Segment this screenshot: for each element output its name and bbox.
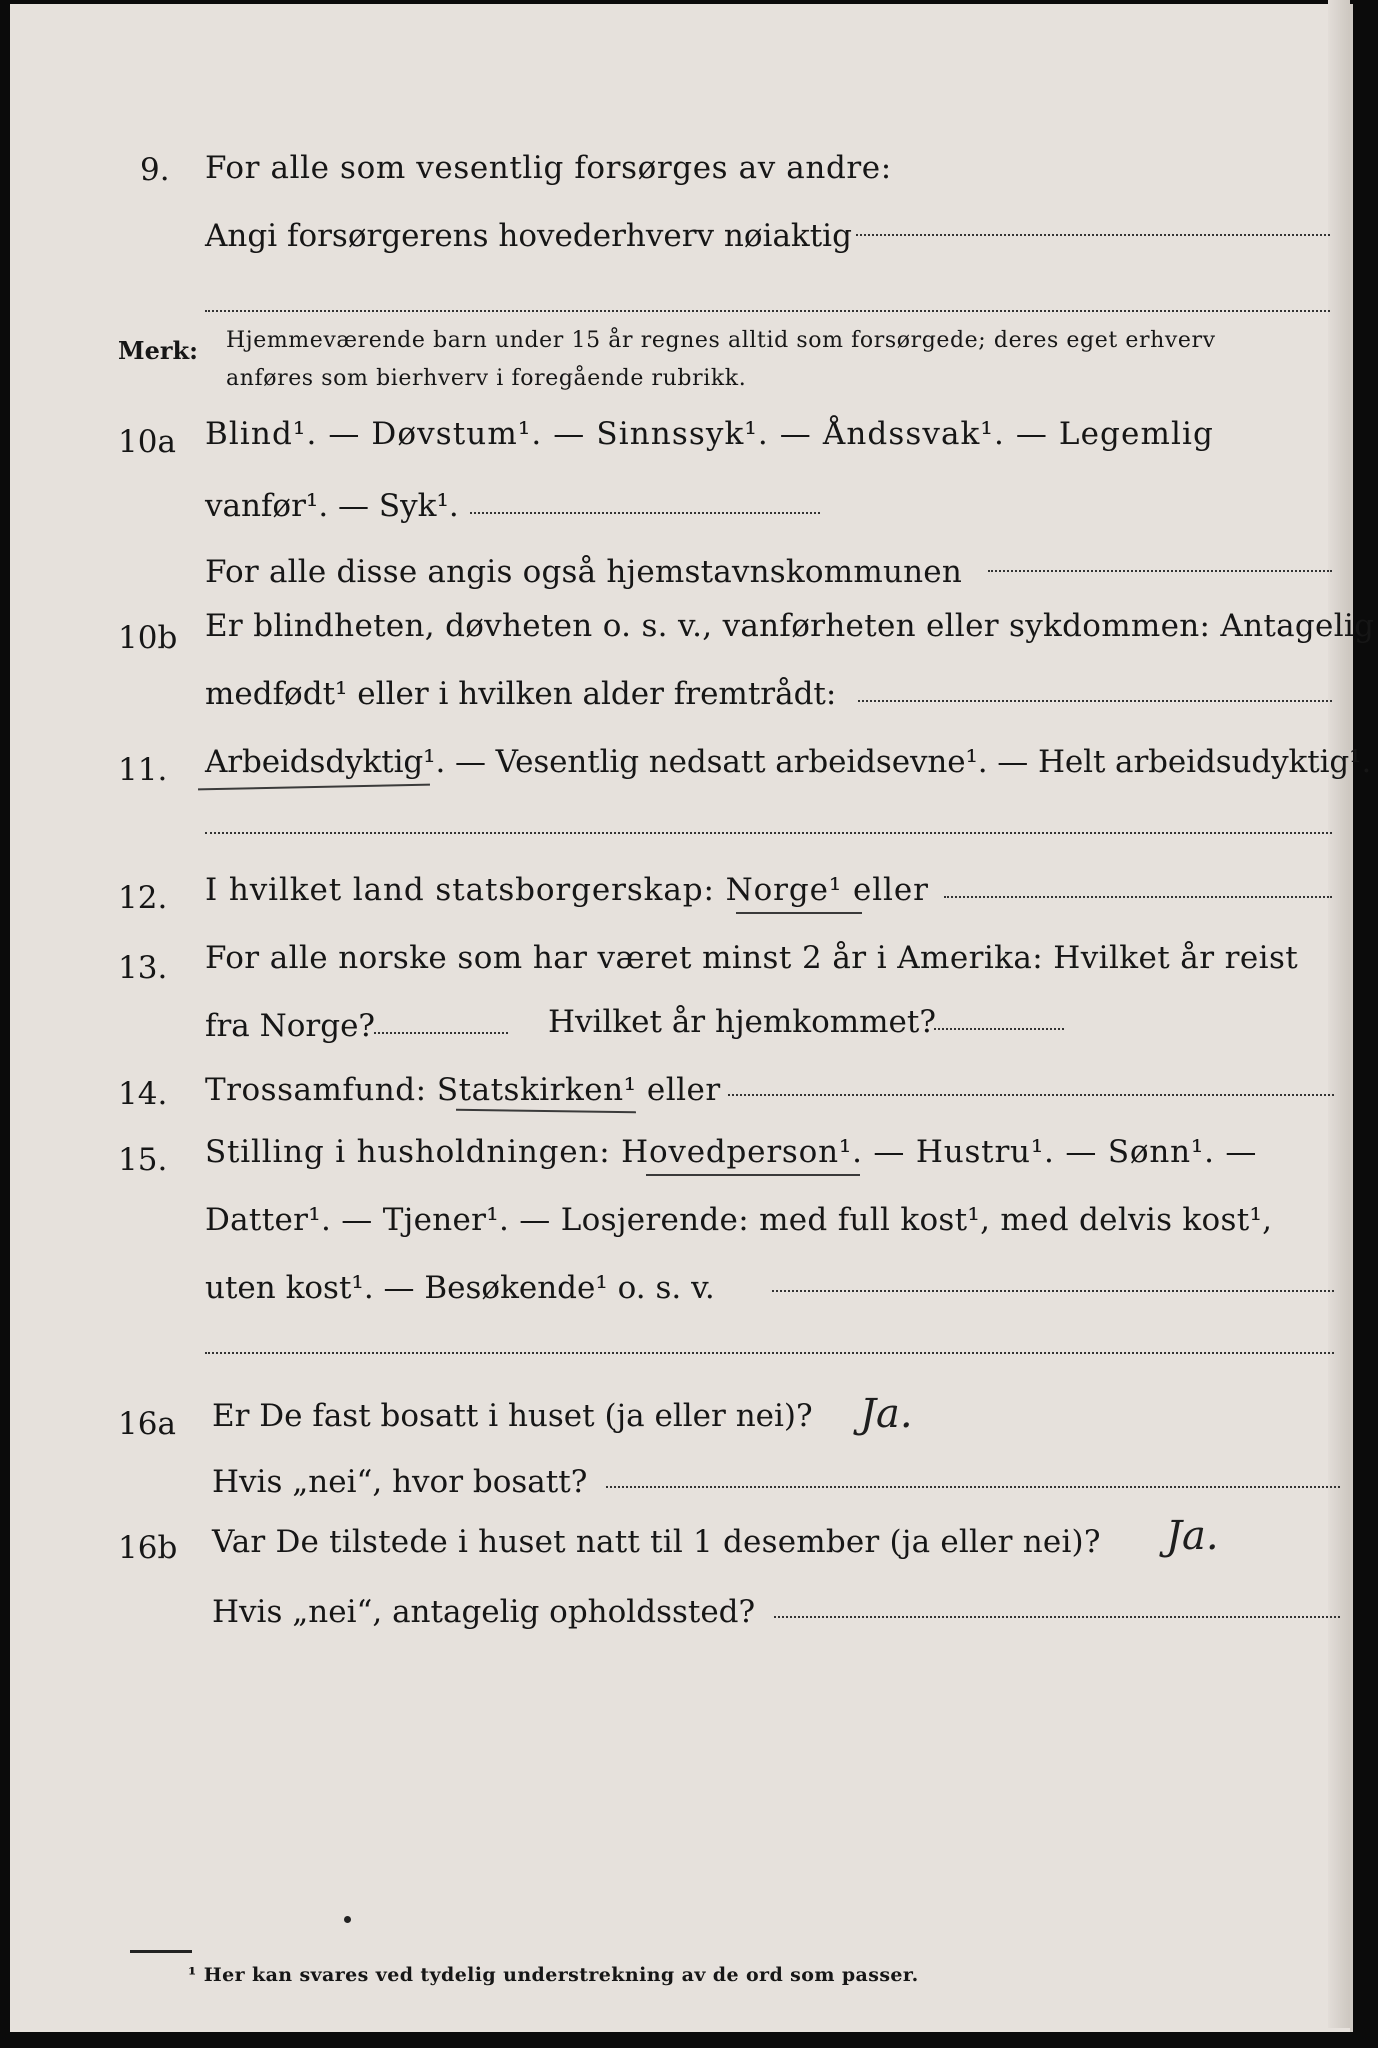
q10b-number: 10b: [118, 620, 178, 656]
q11-underlined-answer: Arbeidsdyktig¹.: [205, 744, 446, 780]
q13-line2a: fra Norge?: [205, 1008, 376, 1044]
q10a-number: 10a: [118, 424, 176, 460]
q9-line1: For alle som vesentlig forsørges av andre:: [205, 150, 892, 186]
q14-underlined-answer: Statskirken¹: [436, 1072, 637, 1108]
q15-line3: uten kost¹. — Besøkende¹ o. s. v.: [205, 1270, 715, 1306]
q15-line1: [205, 1134, 1257, 1170]
q15-answer-line: [772, 1290, 1334, 1292]
q11-line1: [205, 744, 1371, 780]
q16b-line1: Var De tilstede i huset natt til 1 desember (ja eller nei)?: [212, 1524, 1101, 1560]
q16b-answer-line: [774, 1616, 1340, 1618]
merk-label: Merk:: [118, 336, 198, 365]
q12-underlined-answer: Norge¹: [725, 872, 843, 908]
q12-underline-mark: [736, 912, 862, 914]
q16a-number: 16a: [118, 1406, 176, 1442]
q10b-answer-line: [858, 700, 1332, 702]
q14-line: [205, 1072, 721, 1108]
q15-line2: Datter¹. — Tjener¹. — Losjerende: med full kost¹, med delvis kost¹,: [205, 1202, 1273, 1238]
q14-number: 14.: [118, 1076, 168, 1112]
q16b-handwritten-answer: Ja.: [1166, 1513, 1219, 1559]
q15-suffix: — Hustru¹. — Sønn¹. —: [862, 1134, 1258, 1170]
q12-number: 12.: [118, 880, 168, 916]
q12-answer-line: [944, 896, 1332, 898]
q12-prefix: I hvilket land statsborgerskap:: [205, 872, 726, 908]
q16b-number: 16b: [118, 1530, 178, 1566]
q13-reist-answer-line: [374, 1032, 508, 1034]
q14-suffix: eller: [636, 1072, 721, 1108]
q9-answer-line-2: [205, 310, 1330, 312]
q13-hjemkommet-answer-line: [934, 1028, 1064, 1030]
q14-prefix: Trossamfund:: [205, 1072, 437, 1108]
q14-answer-line: [728, 1094, 1334, 1096]
q16a-answer-line: [606, 1486, 1340, 1488]
q11-answer-line: [205, 832, 1332, 834]
q12-line: [205, 872, 929, 908]
q13-line1: For alle norske som har været minst 2 år i Amerika: Hvilket år reist: [205, 940, 1299, 976]
q11-number: 11.: [118, 752, 168, 788]
q9-answer-line: [856, 234, 1330, 236]
q15-number: 15.: [118, 1142, 168, 1178]
q13-line2b: Hvilket år hjemkommet?: [548, 1004, 936, 1040]
q16a-handwritten-answer: Ja.: [860, 1391, 913, 1437]
q10b-line2: medfødt¹ eller i hvilken alder fremtrådt:: [205, 676, 837, 712]
q16a-line2: Hvis „nei“, hvor bosatt?: [212, 1464, 588, 1500]
q9-line2: Angi forsørgerens hovederhverv nøiaktig: [205, 218, 852, 254]
q10b-line1: Er blindheten, døvheten o. s. v., vanførheten eller sykdommen: Antagelig: [205, 608, 1375, 644]
q13-number: 13.: [118, 950, 168, 986]
q12-suffix: eller: [842, 872, 929, 908]
q9-number: 9.: [140, 152, 170, 188]
footnote-rule: [130, 1950, 192, 1953]
merk-line2: anføres som bierhverv i foregående rubrikk.: [226, 366, 747, 391]
stray-ink-dot: [344, 1916, 351, 1923]
q15-answer-line-2: [205, 1352, 1334, 1354]
q11-rest: — Vesentlig nedsatt arbeidsevne¹. — Helt arbeidsudyktig¹.: [445, 744, 1372, 780]
q10a-line2: vanfør¹. — Syk¹.: [205, 488, 459, 524]
q16a-line1: Er De fast bosatt i huset (ja eller nei)?: [212, 1398, 813, 1434]
q15-underlined-answer: Hovedperson¹.: [621, 1134, 863, 1170]
q15-prefix: Stilling i husholdningen:: [205, 1134, 622, 1170]
q16b-line2: Hvis „nei“, antagelig opholdssted?: [212, 1594, 756, 1630]
page-fold: [1328, 0, 1350, 2028]
q15-underline-mark: [646, 1174, 860, 1176]
q10a-line3: For alle disse angis også hjemstavnskommunen: [205, 554, 962, 590]
footnote: ¹ Her kan svares ved tydelig understrekning av de ord som passer.: [188, 1964, 919, 1986]
merk-line1: Hjemmeværende barn under 15 år regnes alltid som forsørgede; deres eget erhverv: [226, 328, 1216, 353]
q10a-line1: Blind¹. — Døvstum¹. — Sinnssyk¹. — Åndssvak¹. — Legemlig: [205, 416, 1214, 452]
q10a-kommune-answer-line: [988, 570, 1332, 572]
q10a-syk-answer-line: [470, 512, 820, 514]
